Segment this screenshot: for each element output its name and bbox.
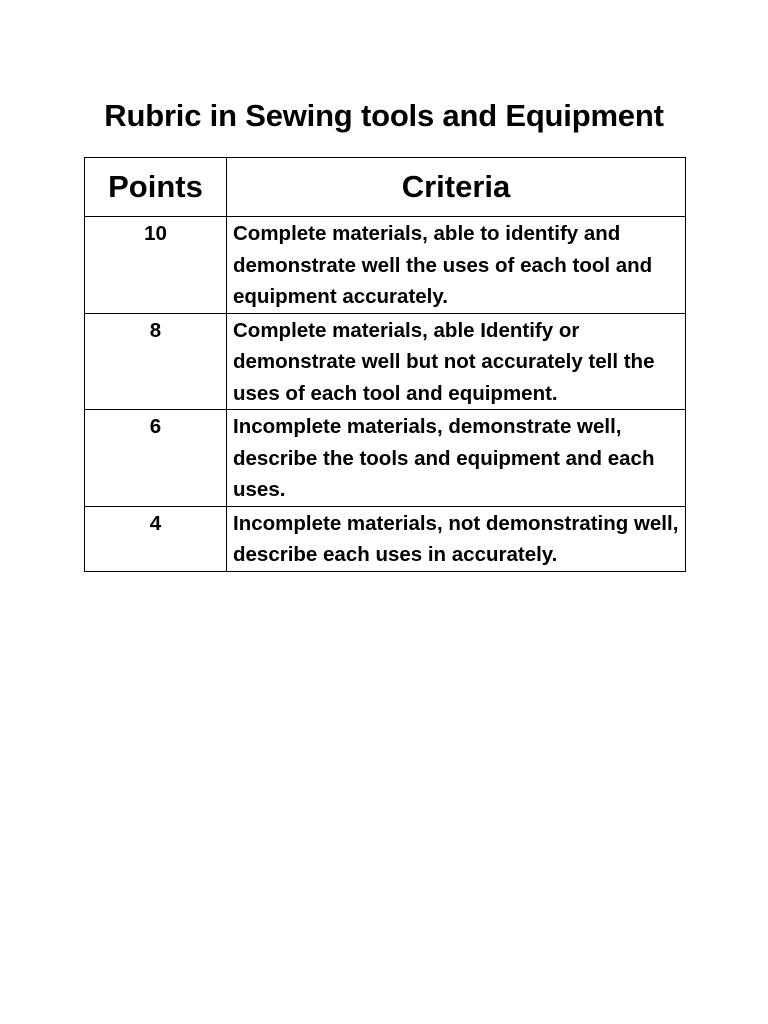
criteria-cell: Incomplete materials, not demonstrating well, describe each uses in accurately. bbox=[227, 506, 686, 571]
points-cell: 6 bbox=[85, 410, 227, 507]
criteria-cell: Complete materials, able to identify and demonstrate well the uses of each tool and equipment accurately. bbox=[227, 217, 686, 314]
table-row bbox=[85, 410, 686, 507]
criteria-cell: Complete materials, able Identify or demonstrate well but not accurately tell the uses of each tool and equipment. bbox=[227, 313, 686, 410]
points-column-header: Points bbox=[85, 158, 227, 217]
points-cell: 10 bbox=[85, 217, 227, 314]
table-header-row bbox=[85, 158, 686, 217]
criteria-cell: Incomplete materials, demonstrate well, describe the tools and equipment and each uses. bbox=[227, 410, 686, 507]
points-cell: 4 bbox=[85, 506, 227, 571]
table-row bbox=[85, 217, 686, 314]
table-row bbox=[85, 313, 686, 410]
criteria-column-header: Criteria bbox=[227, 158, 686, 217]
page-title: Rubric in Sewing tools and Equipment bbox=[104, 98, 664, 133]
table-row bbox=[85, 506, 686, 571]
rubric-table bbox=[84, 157, 686, 572]
points-cell: 8 bbox=[85, 313, 227, 410]
